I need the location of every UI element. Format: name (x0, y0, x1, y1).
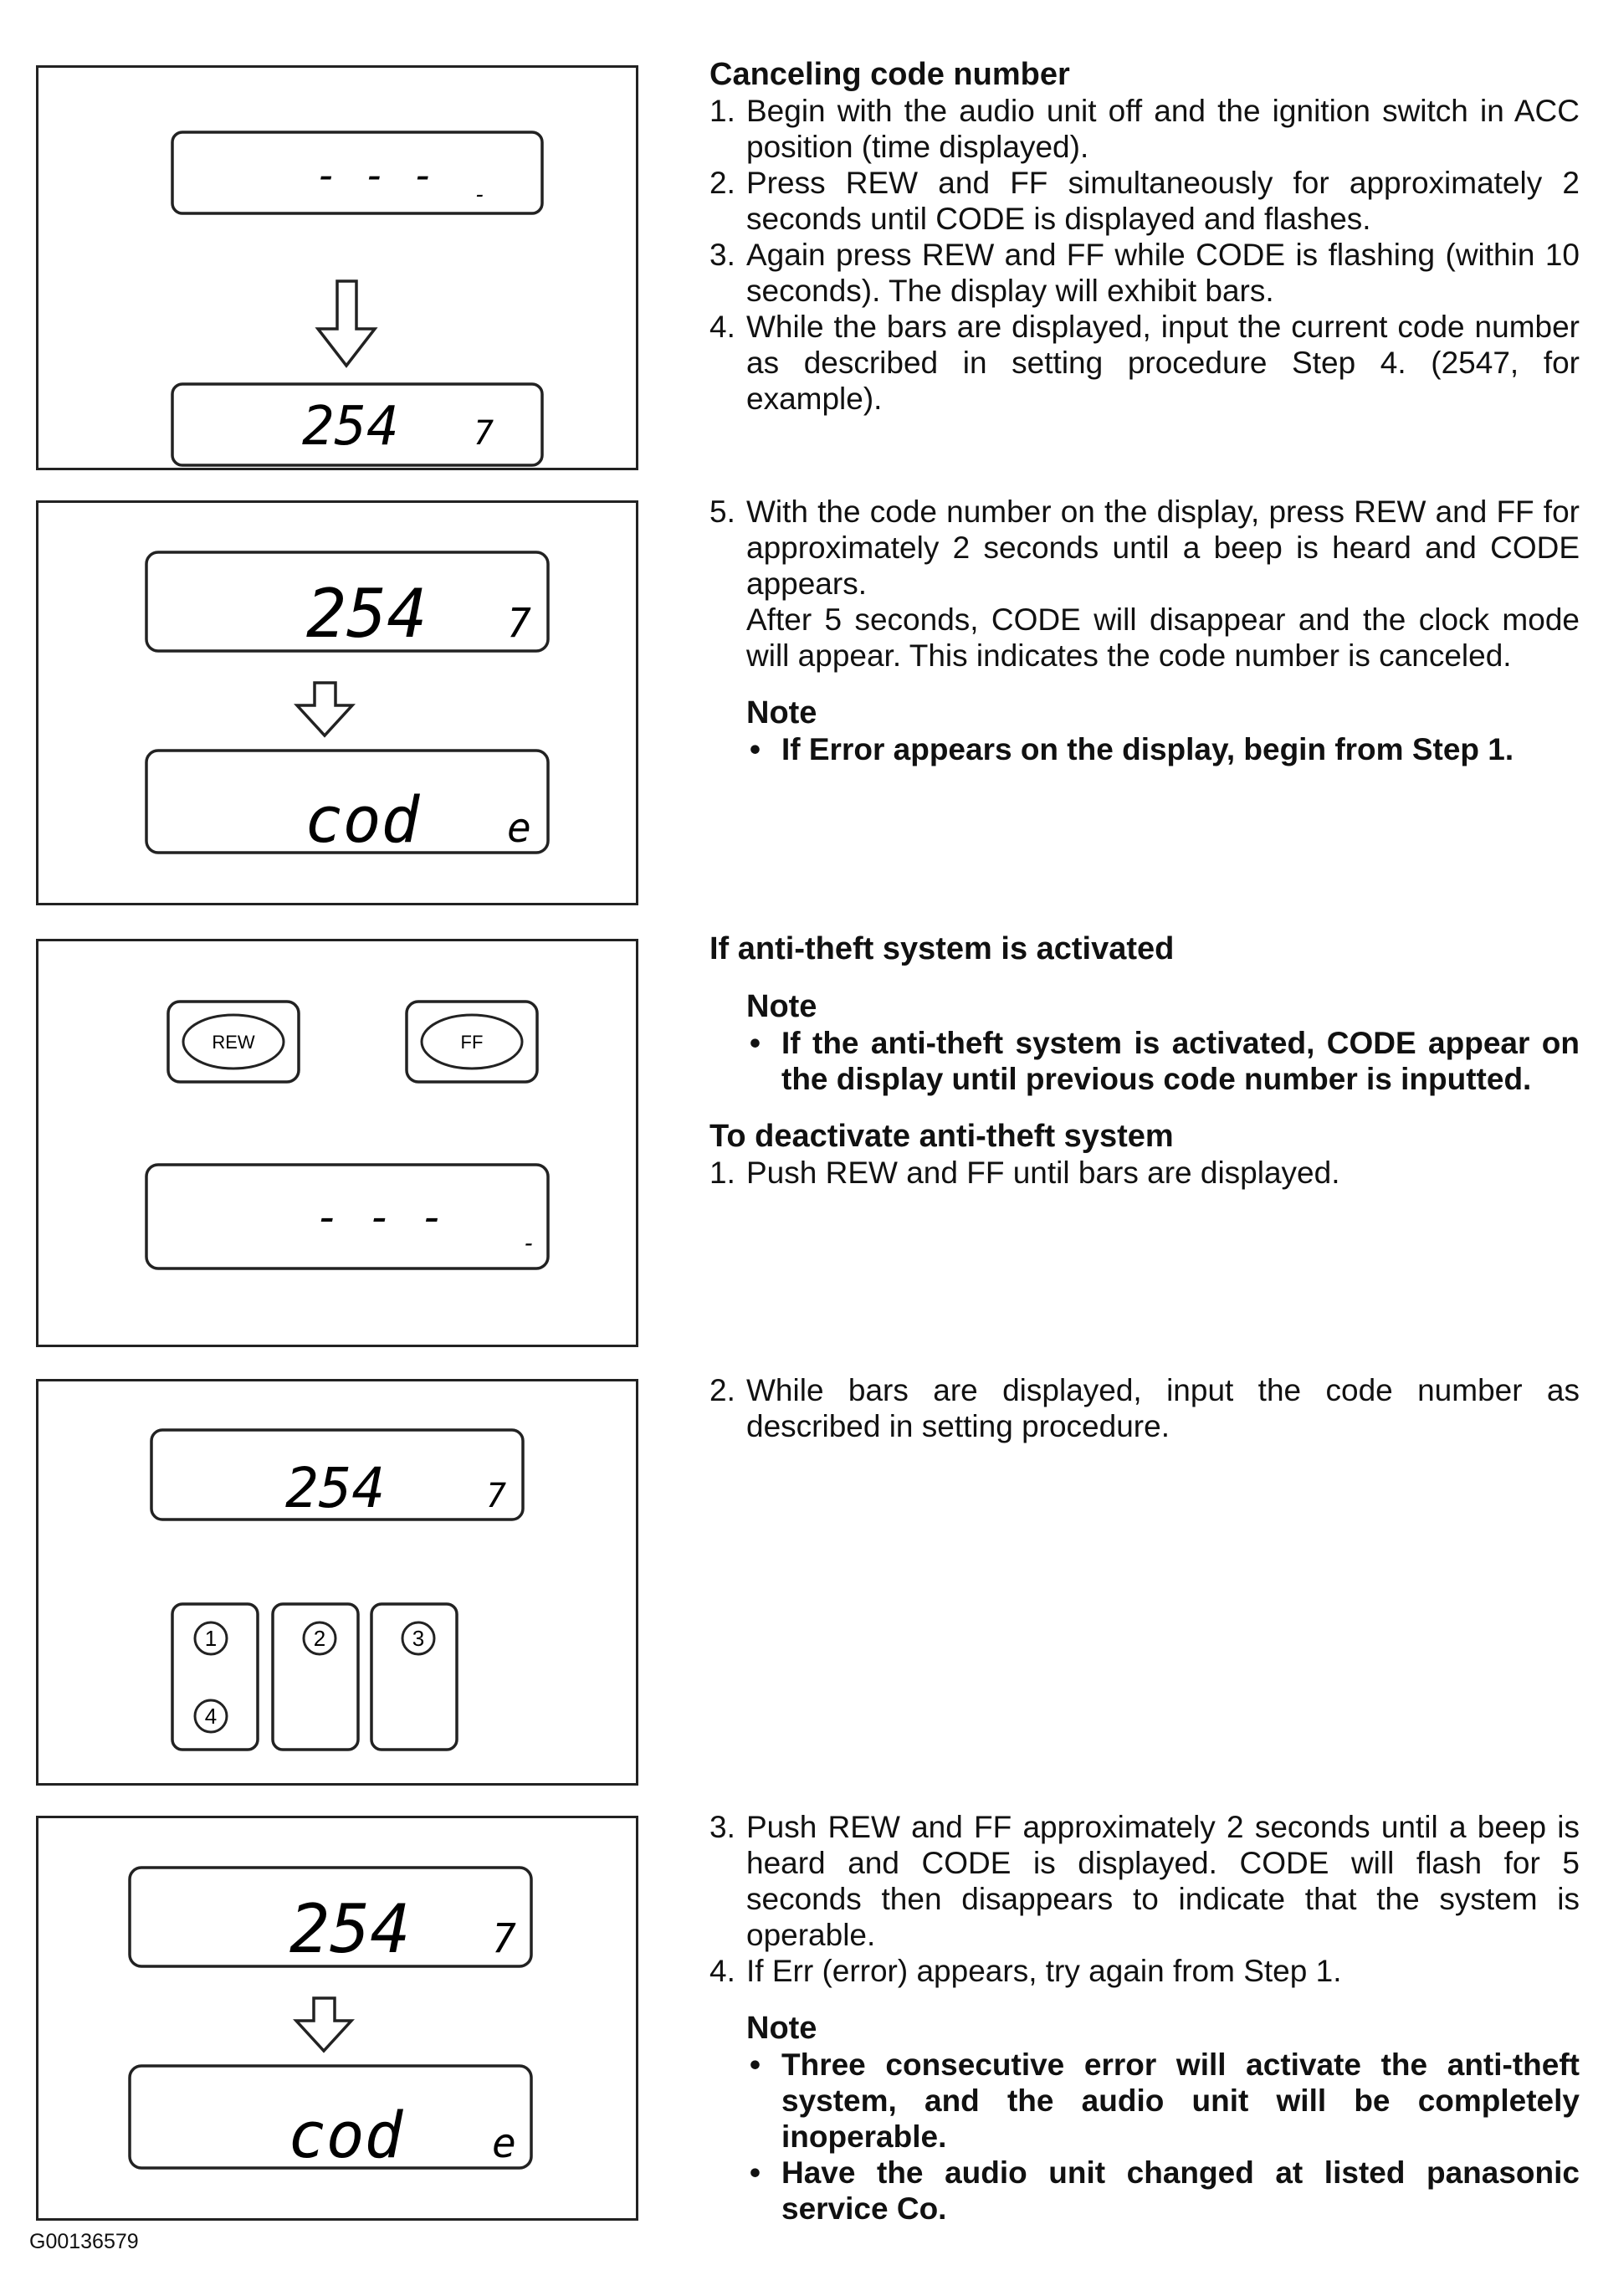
section-steps-3-4 (709, 1809, 1580, 2227)
step-text: With the code number on the display, press REW and FF for approximately 2 seconds until a beep is heard and CODE appears. (746, 495, 1580, 601)
lcd-text: - (522, 1229, 536, 1257)
steps-list (709, 1372, 1580, 1444)
lcd-text: cod (305, 782, 420, 857)
note-item: • Three consecutive error will activate the anti-theft system, and the audio unit will be completely inoperable. (746, 2047, 1580, 2155)
step-text: Press REW and FF simultaneously for approximately 2 seconds until CODE is displayed and flashes. (746, 166, 1580, 236)
step-item (709, 309, 1580, 417)
step-number: 4. (709, 310, 735, 344)
lcd-text: 7 (492, 1915, 516, 1962)
steps-list (709, 1809, 1580, 1989)
preset-1-label: 1 (204, 1626, 218, 1651)
note-list (709, 1025, 1580, 1097)
note-item: • Have the audio unit changed at listed panasonic service Co. (746, 2155, 1580, 2227)
section-anti-theft (709, 931, 1580, 1191)
step-item (709, 93, 1580, 165)
lcd-text: 7 (486, 1477, 507, 1515)
preset-4-label: 4 (204, 1704, 218, 1729)
step-item (709, 1953, 1580, 1989)
lcd-text: - - - (315, 152, 436, 199)
step-number: 3. (709, 1810, 735, 1844)
step-text: Begin with the audio unit off and the ignition switch in ACC position (time displayed). (746, 94, 1580, 164)
figure-panel-1 (36, 65, 638, 470)
step-item (709, 165, 1580, 237)
step-text: If Err (error) appears, try again from Step 1. (746, 1954, 1342, 1988)
preset-2-label: 2 (313, 1626, 326, 1651)
step-item (709, 1809, 1580, 1953)
note-item: • If Error appears on the display, begin from Step 1. (746, 731, 1580, 767)
preset-3-label: 3 (412, 1626, 425, 1651)
figure-panel-4 (36, 1379, 638, 1786)
lcd-text: - (474, 182, 487, 208)
step-number: 2. (709, 166, 735, 200)
step-text: Push REW and FF until bars are displayed. (746, 1156, 1340, 1190)
lcd-text: 7 (474, 414, 494, 453)
step-item (709, 1372, 1580, 1444)
step-number: 3. (709, 238, 735, 272)
step-number: 5. (709, 495, 735, 529)
lcd-text: cod (288, 2098, 403, 2172)
lcd-text: 254 (289, 1890, 411, 1968)
figure-panel-2 (36, 500, 638, 905)
section-heading: Canceling code number (709, 57, 1070, 92)
step-text: While the bars are displayed, input the current code number as described in setting procedure Step 4. (2547, for example). (746, 310, 1580, 416)
step-number: 1. (709, 1156, 735, 1190)
step-item (709, 1155, 1580, 1191)
step-number: 4. (709, 1954, 735, 1988)
steps-list (709, 494, 1580, 674)
figure-id: G00136579 (29, 2230, 139, 2253)
lcd-text: e (492, 2120, 516, 2167)
lcd-text: 254 (285, 1456, 386, 1520)
lcd-text: 7 (507, 600, 531, 647)
section-heading: To deactivate anti-theft system (709, 1119, 1174, 1154)
down-arrow-icon (296, 1998, 351, 2051)
lcd-text: e (507, 805, 531, 852)
steps-list (709, 93, 1580, 417)
ff-label: FF (460, 1032, 484, 1053)
steps-list (709, 1155, 1580, 1191)
step-item (709, 237, 1580, 309)
note-item: • If the anti-theft system is activated, CODE appear on the display until previous code number is inputted. (746, 1025, 1580, 1097)
lcd-text: - - - (315, 1192, 446, 1243)
step-text-continued: After 5 seconds, CODE will disappear and the clock mode will appear. This indicates the code number is canceled. (746, 602, 1580, 673)
section-heading: If anti-theft system is activated (709, 931, 1175, 966)
lcd-text: 254 (302, 396, 399, 458)
section-step-2 (709, 1372, 1580, 1444)
note-list (709, 2047, 1580, 2227)
rew-label: REW (212, 1032, 255, 1053)
step-number: 1. (709, 94, 735, 128)
section-canceling-code (709, 57, 1580, 417)
section-step-5 (709, 494, 1580, 767)
figure-panel-3 (36, 939, 638, 1347)
note-list (709, 731, 1580, 767)
note-title: Note (746, 695, 817, 730)
note-title: Note (746, 2011, 817, 2046)
step-text: Push REW and FF approximately 2 seconds until a beep is heard and CODE is displayed. CODE will flash for 5 seconds then disappears to indicate that the system is operable. (746, 1810, 1580, 1952)
step-item (709, 494, 1580, 674)
down-arrow-icon (297, 683, 352, 735)
down-arrow-icon (318, 281, 375, 366)
step-text: While bars are displayed, input the code number as described in setting procedure. (746, 1373, 1580, 1443)
step-text: Again press REW and FF while CODE is flashing (within 10 seconds). The display will exhibit bars. (746, 238, 1580, 308)
lcd-text: 254 (306, 575, 428, 653)
step-number: 2. (709, 1373, 735, 1407)
note-title: Note (746, 989, 817, 1024)
figure-panel-5 (36, 1816, 638, 2221)
